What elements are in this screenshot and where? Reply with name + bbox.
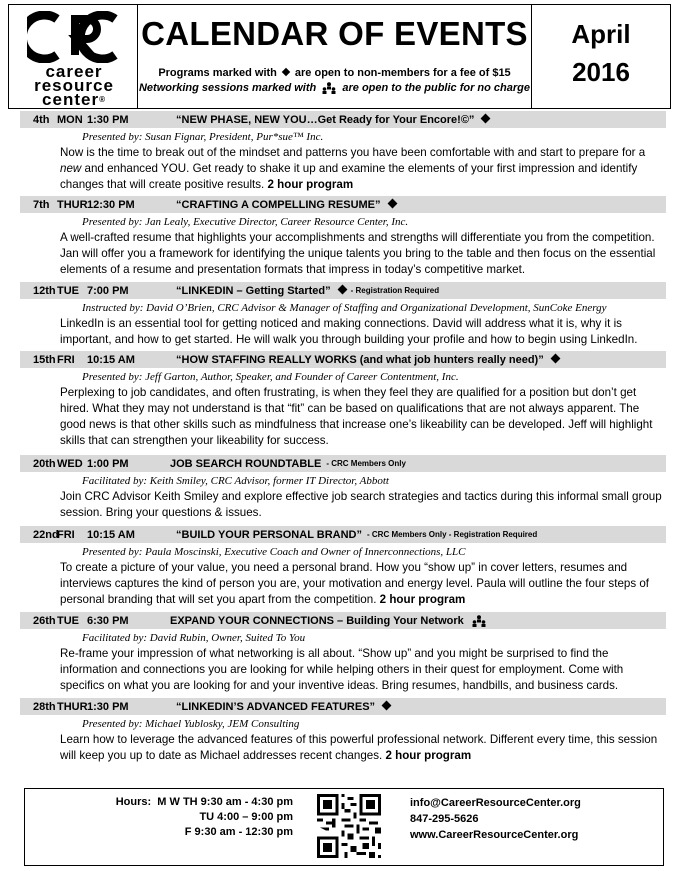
event-presenter: Instructed by: David O’Brien, CRC Advisor & Manager of Staffing and Organizational Development, SunCoke Energy (82, 302, 607, 314)
event-time: 10:15 AM (87, 528, 135, 541)
event-title: “HOW STAFFING REALLY WORKS (and what job hunters really need)” (176, 353, 544, 366)
event-apr-28 (20, 698, 666, 764)
event-apr-4 (20, 111, 666, 193)
event-presenter: Presented by: Jeff Garton, Author, Speaker, and Founder of Career Contentment, Inc. (82, 371, 459, 383)
event-time: 1:30 PM (87, 113, 129, 126)
event-presenter: Facilitated by: Keith Smiley, CRC Advisor, former IT Director, Abbott (82, 475, 389, 487)
event-presenter: Presented by: Michael Yublosky, JEM Consulting (82, 718, 300, 730)
event-dow: FRI (57, 353, 75, 366)
contact-block (410, 795, 581, 843)
event-time: 6:30 PM (87, 614, 129, 627)
event-apr-15 (20, 351, 666, 449)
event-time: 7:00 PM (87, 284, 129, 297)
event-presenter: Presented by: Paula Moscinski, Executive Coach and Owner of Innerconnections, LLC (82, 546, 466, 558)
event-title: “BUILD YOUR PERSONAL BRAND” (176, 528, 362, 541)
event-time: 1:30 PM (87, 700, 129, 713)
logo-line-center: center® (42, 90, 106, 109)
event-title: “CRAFTING A COMPELLING RESUME” (176, 198, 381, 211)
event-day: 22nd (33, 528, 59, 541)
diamond-icon (481, 114, 491, 124)
event-apr-7 (20, 196, 666, 278)
event-description: Now is the time to break out of the mindset and patterns you have been comfortable with and start to prepare for a new and enhanced YOU. Get ready to shake it up and examine the elements of your first impression and identify changes that will create positive results. 2 hour program (60, 146, 646, 191)
event-apr-12 (20, 282, 666, 348)
event-title: “LINKEDIN’S ADVANCED FEATURES” (176, 700, 376, 713)
event-dow: WED (57, 457, 83, 470)
crc-logo-icon (27, 11, 119, 63)
event-dow: TUE (57, 284, 79, 297)
event-dow: TUE (57, 614, 79, 627)
event-day: 7th (33, 198, 50, 211)
event-time: 10:15 AM (87, 353, 135, 366)
event-presenter: Facilitated by: David Rubin, Owner, Suited To You (82, 632, 306, 644)
event-dow: MON (57, 113, 83, 126)
nonmember-note: Programs marked with are open to non-members for a fee of $15 (158, 67, 511, 79)
event-title: “NEW PHASE, NEW YOU…Get Ready for Your Encore!©” (176, 113, 475, 126)
event-dow: THUR (57, 198, 88, 211)
event-apr-20 (20, 455, 666, 521)
event-bar (20, 282, 666, 299)
website-link[interactable]: www.CareerResourceCenter.org (410, 829, 579, 841)
event-bar (20, 698, 666, 715)
event-tag: - Registration Required (350, 286, 440, 295)
event-presenter: Presented by: Susan Fignar, President, Pur*sue™ Inc. (82, 131, 324, 143)
people-network-icon (322, 82, 336, 94)
event-bar (20, 111, 666, 128)
event-bar (20, 196, 666, 213)
event-bar (20, 526, 666, 543)
logo-line-career: career (45, 62, 103, 81)
event-description: LinkedIn is an essential tool for getting noticed and making connections. David will address what it is, why it is important, and how to get started. He will walk you through building your profile and how to begin using LinkedIn. (60, 317, 638, 346)
networking-note: Networking sessions marked with are open to the public for no charge (138, 82, 531, 94)
event-day: 4th (33, 113, 50, 126)
event-description: Learn how to leverage the advanced features of this powerful professional network. Different every time, this session will keep you up to date as Michael addresses recent changes. 2 hour program (60, 733, 658, 762)
phone-number: 847-295-5626 (410, 813, 479, 825)
email-link[interactable]: info@CareerResourceCenter.org (410, 797, 581, 809)
title-box (138, 4, 531, 109)
event-dow: THUR (57, 700, 88, 713)
people-network-icon (472, 615, 486, 627)
event-apr-22 (20, 526, 666, 608)
event-day: 28th (33, 700, 56, 713)
event-day: 15th (33, 353, 56, 366)
footer-box (24, 788, 664, 866)
event-description: Join CRC Advisor Keith Smiley and explore effective job search strategies and tactics during this informal small group session. Bring your questions & issues. (60, 490, 662, 519)
diamond-icon (387, 199, 397, 209)
hours-line-1: Hours: M W TH 9:30 am - 4:30 pm (115, 796, 293, 808)
logo-box (8, 4, 138, 109)
event-apr-26 (20, 612, 666, 694)
event-day: 12th (33, 284, 56, 297)
page-title: CALENDAR OF EVENTS (141, 15, 528, 52)
event-description: A well-crafted resume that highlights your accomplishments and strengths will differentiate you from the competition. Jan will offer you a framework for identifying the unique talents you bring to the table and then focus on the essential elements of a resume and presentation formats that impress in today’s competitive market. (60, 231, 656, 276)
diamond-icon (282, 68, 290, 76)
event-dow: FRI (57, 528, 75, 541)
hours-line-2: TU 4:00 – 9:00 pm (199, 811, 293, 823)
event-time: 1:00 PM (87, 457, 129, 470)
event-bar (20, 351, 666, 368)
event-title: EXPAND YOUR CONNECTIONS – Building Your Network (170, 614, 464, 627)
hours-line-3: F 9:30 am - 12:30 pm (184, 826, 293, 838)
event-title: “LINKEDIN – Getting Started” (176, 284, 331, 297)
event-title: JOB SEARCH ROUNDTABLE (170, 457, 322, 470)
logo-line-resource: resource (34, 76, 114, 95)
event-presenter: Presented by: Jan Lealy, Executive Director, Career Resource Center, Inc. (82, 216, 409, 228)
month-year: 2016 (572, 57, 630, 87)
month-name: April (571, 19, 631, 49)
event-description: Re-frame your impression of what networking is all about. “Show up” and you might be surprised to find the information and connections you are looking for while helping others in their quest for employment. Come with specifics on what you are looking for and your inventive ideas. Bring resumes, handbills, and business cards. (60, 647, 624, 692)
event-bar (20, 455, 666, 472)
event-day: 26th (33, 614, 56, 627)
event-description: To create a picture of your value, you need a personal brand. How you “show up” in cover letters, resumes and interviews captures the kind of person you are, your motivation and energy level. Paula will outline the four steps of personal branding that will set you apart from the competition. 2 hour program (60, 561, 650, 606)
event-time: 12:30 PM (87, 198, 135, 211)
event-day: 20th (33, 457, 56, 470)
month-box (531, 4, 671, 109)
event-description: Perplexing to job candidates, and often frustrating, is when they feel they are qualified for a position but don’t get hired. What they may not understand is that “fit” can be based on qualifications that are not always apparent. The good news is that other skills such as mindfulness that increase one’s likeability can be developed. Jeff will highlight skills that can strengthen your likeability for success. (60, 386, 653, 447)
hours-block (105, 795, 293, 840)
event-bar (20, 612, 666, 629)
event-tag: - CRC Members Only (326, 459, 406, 468)
qr-code-icon (317, 794, 381, 858)
diamond-icon (337, 285, 347, 295)
event-tag: - CRC Members Only - Registration Required (367, 530, 538, 539)
diamond-icon (550, 354, 560, 364)
diamond-icon (382, 701, 392, 711)
